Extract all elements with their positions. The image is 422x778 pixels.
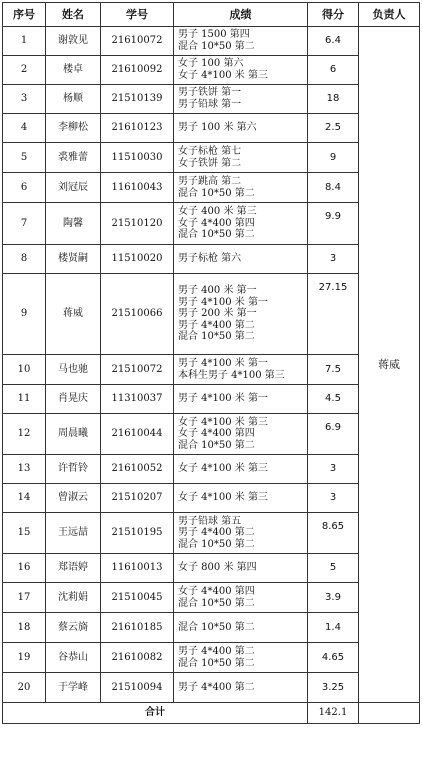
row-score: 8.4 — [308, 173, 359, 203]
result-line: 男子 4*400 第二 — [178, 319, 255, 331]
row-student-id: 11610013 — [101, 554, 174, 583]
row-index: 1 — [3, 27, 46, 56]
result-line: 男子铁饼 第一 — [178, 87, 242, 99]
result-line: 男子 4*400 第二 — [178, 527, 255, 539]
row-student-id: 21510120 — [101, 203, 174, 245]
row-name: 谷恭山 — [46, 643, 101, 673]
row-results — [174, 56, 308, 85]
row-name: 楼贤嗣 — [46, 245, 101, 274]
row-name: 裘雅蕾 — [46, 143, 101, 173]
table-row — [3, 114, 420, 143]
row-student-id: 21610092 — [101, 56, 174, 85]
row-results — [174, 114, 308, 143]
result-line: 女子铁饼 第二 — [178, 157, 242, 169]
row-index: 11 — [3, 385, 46, 414]
result-line: 男子标枪 第六 — [178, 253, 242, 265]
result-line: 混合 10*50 第二 — [178, 187, 255, 199]
table-row — [3, 613, 420, 643]
table-row — [3, 27, 420, 56]
result-line: 女子 100 第六 — [178, 58, 244, 70]
table-row — [3, 643, 420, 673]
header-row — [3, 3, 420, 27]
row-results — [174, 513, 308, 554]
row-student-id: 11510020 — [101, 245, 174, 274]
header-index: 序号 — [3, 3, 46, 27]
row-name: 肖晃庆 — [46, 385, 101, 414]
row-name: 杨顺 — [46, 85, 101, 114]
row-results — [174, 414, 308, 455]
result-line: 混合 10*50 第二 — [178, 331, 255, 343]
row-score: 2.5 — [308, 114, 359, 143]
row-name: 谢敦见 — [46, 27, 101, 56]
row-index: 12 — [3, 414, 46, 455]
result-line: 男子 4*100 米 第一 — [178, 393, 268, 405]
table-row — [3, 484, 420, 513]
result-line: 女子标枪 第七 — [178, 145, 242, 157]
row-score: 6.9 — [308, 414, 359, 455]
result-line: 女子 4*400 第四 — [178, 217, 255, 229]
row-name: 曾淑云 — [46, 484, 101, 513]
row-index: 6 — [3, 173, 46, 203]
result-line: 男子 4*400 第二 — [178, 645, 255, 657]
result-line: 本科生男子 4*100 第三 — [178, 369, 285, 381]
row-name: 楼卓 — [46, 56, 101, 85]
result-line: 混合 10*50 第二 — [178, 657, 255, 669]
result-line: 男子 4*100 米 第一 — [178, 296, 268, 308]
result-line: 男子铅球 第五 — [178, 515, 242, 527]
table-row — [3, 385, 420, 414]
result-line: 男子铅球 第一 — [178, 99, 242, 110]
row-score: 3 — [308, 484, 359, 513]
row-name: 于学峰 — [46, 673, 101, 703]
row-student-id: 11510030 — [101, 143, 174, 173]
total-label: 合计 — [3, 703, 308, 724]
row-index: 17 — [3, 583, 46, 613]
row-index: 5 — [3, 143, 46, 173]
row-score: 1.4 — [308, 613, 359, 643]
row-index: 14 — [3, 484, 46, 513]
row-name: 蒋威 — [46, 274, 101, 355]
row-index: 9 — [3, 274, 46, 355]
row-index: 7 — [3, 203, 46, 245]
result-line: 男子 400 米 第一 — [178, 285, 257, 297]
table-row — [3, 414, 420, 455]
row-student-id: 11610043 — [101, 173, 174, 203]
result-line: 混合 10*50 第二 — [178, 439, 255, 451]
row-student-id: 21610185 — [101, 613, 174, 643]
result-line: 混合 10*50 第二 — [178, 229, 255, 241]
result-line: 混合 10*50 第二 — [178, 538, 255, 550]
row-index: 18 — [3, 613, 46, 643]
row-index: 10 — [3, 355, 46, 385]
row-results — [174, 455, 308, 484]
table-row — [3, 455, 420, 484]
row-name: 许哲铃 — [46, 455, 101, 484]
row-index: 16 — [3, 554, 46, 583]
row-student-id: 21510045 — [101, 583, 174, 613]
row-score: 6.4 — [308, 27, 359, 56]
result-line: 女子 4*100 米 第三 — [178, 463, 268, 475]
table-row — [3, 355, 420, 385]
row-index: 2 — [3, 56, 46, 85]
row-score: 5 — [308, 554, 359, 583]
row-student-id: 21610052 — [101, 455, 174, 484]
table-row — [3, 554, 420, 583]
row-index: 20 — [3, 673, 46, 703]
row-score: 4.65 — [308, 643, 359, 673]
row-index: 4 — [3, 114, 46, 143]
header-responsible: 负责人 — [359, 3, 420, 27]
total-row — [3, 703, 420, 724]
row-student-id: 21610072 — [101, 27, 174, 56]
result-line: 男子跳高 第二 — [178, 175, 242, 187]
total-value: 142.1 — [308, 703, 359, 724]
row-student-id: 21610123 — [101, 114, 174, 143]
row-score: 3.9 — [308, 583, 359, 613]
row-name: 周晨曦 — [46, 414, 101, 455]
result-line: 男子 4*100 米 第一 — [178, 357, 268, 369]
result-line: 男子 1500 第四 — [178, 29, 250, 41]
row-score: 18 — [308, 85, 359, 114]
row-score: 8.65 — [308, 513, 359, 554]
header-name: 姓名 — [46, 3, 101, 27]
row-index: 3 — [3, 85, 46, 114]
table-row — [3, 85, 420, 114]
row-student-id: 21510072 — [101, 355, 174, 385]
row-results — [174, 613, 308, 643]
result-line: 混合 10*50 第二 — [178, 41, 255, 52]
row-results — [174, 27, 308, 56]
row-name: 刘冠辰 — [46, 173, 101, 203]
table-row — [3, 274, 420, 355]
row-student-id: 21610082 — [101, 643, 174, 673]
table-row — [3, 513, 420, 554]
row-results — [174, 85, 308, 114]
row-student-id: 21510195 — [101, 513, 174, 554]
row-results — [174, 173, 308, 203]
row-name: 沈莉娟 — [46, 583, 101, 613]
row-results — [174, 554, 308, 583]
row-results — [174, 355, 308, 385]
row-name: 蔡云旖 — [46, 613, 101, 643]
row-results — [174, 143, 308, 173]
result-line: 男子 200 米 第一 — [178, 308, 257, 320]
row-results — [174, 385, 308, 414]
header-student-id: 学号 — [101, 3, 174, 27]
row-name: 李柳松 — [46, 114, 101, 143]
row-results — [174, 245, 308, 274]
row-score: 7.5 — [308, 355, 359, 385]
row-score: 3.25 — [308, 673, 359, 703]
row-student-id: 21510139 — [101, 85, 174, 114]
result-line: 女子 4*100 米 第三 — [178, 416, 268, 428]
row-student-id: 21610044 — [101, 414, 174, 455]
table-row — [3, 583, 420, 613]
score-table — [2, 2, 420, 724]
row-results — [174, 583, 308, 613]
row-results — [174, 274, 308, 355]
row-index: 19 — [3, 643, 46, 673]
row-name: 王远喆 — [46, 513, 101, 554]
row-student-id: 21510066 — [101, 274, 174, 355]
table-row — [3, 173, 420, 203]
row-score: 3 — [308, 455, 359, 484]
table-body — [3, 27, 420, 724]
result-line: 女子 4*100 米 第三 — [178, 492, 268, 504]
row-student-id: 21510207 — [101, 484, 174, 513]
row-index: 13 — [3, 455, 46, 484]
row-results — [174, 643, 308, 673]
row-index: 8 — [3, 245, 46, 274]
table-row — [3, 203, 420, 245]
row-score: 6 — [308, 56, 359, 85]
result-line: 混合 10*50 第二 — [178, 621, 255, 633]
row-score: 27.15 — [308, 274, 359, 355]
header-results: 成绩 — [174, 3, 308, 27]
result-line: 混合 10*50 第二 — [178, 597, 255, 609]
table-row — [3, 143, 420, 173]
result-line: 女子 4*400 第四 — [178, 428, 255, 440]
result-line: 女子 4*400 第四 — [178, 585, 255, 597]
row-student-id: 21510094 — [101, 673, 174, 703]
header-score: 得分 — [308, 3, 359, 27]
total-empty-cell — [359, 703, 420, 724]
row-score: 9 — [308, 143, 359, 173]
row-score: 4.5 — [308, 385, 359, 414]
row-results — [174, 203, 308, 245]
row-results — [174, 484, 308, 513]
row-score: 9.9 — [308, 203, 359, 245]
row-student-id: 11310037 — [101, 385, 174, 414]
row-name: 郑语婷 — [46, 554, 101, 583]
result-line: 男子 100 米 第六 — [178, 122, 257, 134]
row-score: 3 — [308, 245, 359, 274]
table-row — [3, 56, 420, 85]
result-line: 女子 400 米 第三 — [178, 206, 257, 218]
row-index: 15 — [3, 513, 46, 554]
table-row — [3, 245, 420, 274]
result-line: 女子 800 米 第四 — [178, 562, 257, 574]
row-name: 马也驰 — [46, 355, 101, 385]
responsible-person: 蒋威 — [359, 27, 420, 703]
result-line: 女子 4*100 米 第三 — [178, 70, 268, 81]
result-line: 男子 4*400 第二 — [178, 681, 255, 693]
row-results — [174, 673, 308, 703]
table-row — [3, 673, 420, 703]
row-name: 陶馨 — [46, 203, 101, 245]
